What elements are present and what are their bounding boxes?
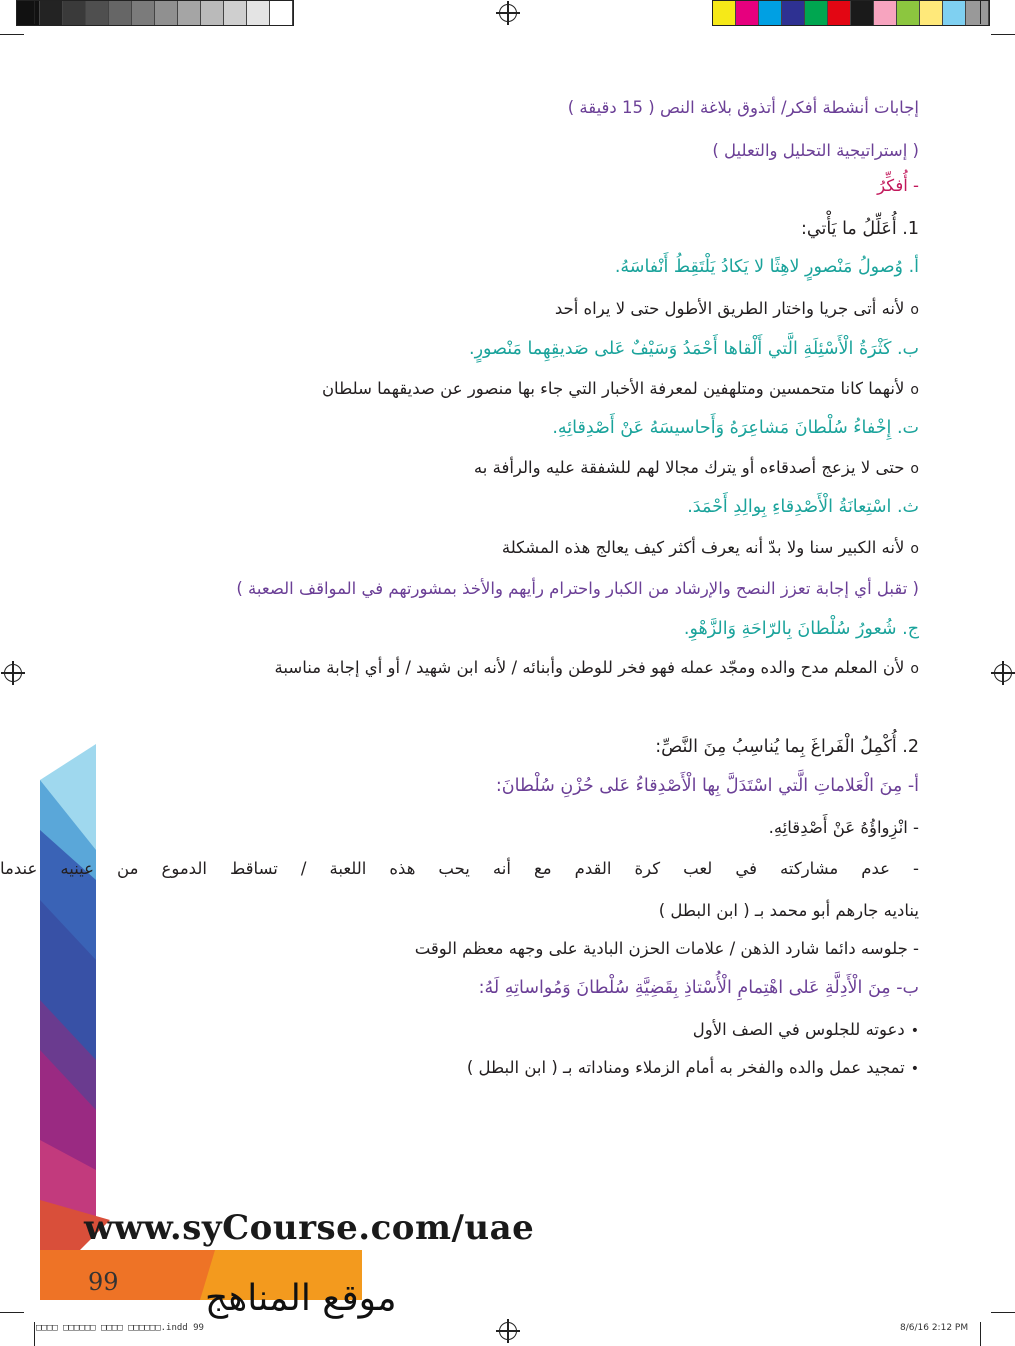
page-number: 99 — [88, 1268, 119, 1296]
crop-mark — [991, 1312, 1015, 1313]
q2-a-item-3: - جلوسه دائما شارد الذهن / علامات الحزن البادية على وجهه معظم الوقت — [414, 939, 919, 958]
q2-a-item-2-line2: يناديه جارهم أبو محمد بـ ( ابن البطل ) — [658, 901, 919, 920]
q2-prompt: 2. أُكْمِلُ الْفَراغَ بِما يُناسِبُ مِنَ النَّصِّ: — [655, 737, 919, 757]
registration-mark-icon — [499, 4, 517, 22]
crop-mark — [980, 1322, 981, 1346]
q1-prompt: 1. أُعَلِّلُ ما يَأْتي: — [800, 219, 919, 239]
site-watermark: موقع المناهج — [205, 1278, 397, 1319]
bullet-dot-icon: • — [910, 1061, 919, 1077]
bullet-o-icon: o — [910, 302, 919, 318]
bullet-o-icon: o — [910, 382, 919, 398]
strategy-label: ( إستراتيجية التحليل والتعليل ) — [712, 141, 919, 160]
q2-b-item-2: •تمجيد عمل والده والفخر به أمام الزملاء ومناداته بـ ( ابن البطل ) — [466, 1058, 919, 1077]
bullet-o-icon: o — [910, 661, 919, 677]
registration-mark-icon — [994, 664, 1012, 682]
q1-answer-a: oلأنه أتى جريا واختار الطريق الأطول حتى لا يراه أحد — [554, 299, 919, 318]
q1-item-t: ت. إِخْفاءُ سُلْطانَ مَشاعِرَهُ وَأَحاسيسَهُ عَنْ أَصْدِقائِهِ. — [552, 418, 919, 438]
q1-item-a: أ. وُصولُ مَنْصورٍ لاهِثًا لا يَكادُ يَلْتَقِطُ أَنْفاسَهُ. — [614, 257, 919, 277]
website-url: www.syCourse.com/uae — [84, 1208, 535, 1248]
q1-answer-th: oلأنه الكبير سنا ولا بدّ أنه يعرف أكثر كيف يعالج هذه المشكلة — [501, 538, 919, 557]
crop-mark — [991, 34, 1015, 35]
q2-a-heading: أ- مِنَ الْعَلاماتِ الَّتي اسْتَدَلَّ بِها الْأَصْدِقاءُ عَلى حُزْنِ سُلْطانَ: — [495, 776, 919, 796]
q1-answer-j: oلأن المعلم مدح والده ومجّد عمله فهو فخر للوطن وأبنائه / لأنه ابن شهيد / أو أي إجابة مناسبة — [274, 658, 919, 677]
q2-b-heading: ب- مِنَ الْأَدِلَّةِ عَلى اهْتِمامِ الْأُسْتاذِ بِقَضِيَّةِ سُلْطانَ وَمُواساتِهِ لَهُ: — [478, 978, 919, 998]
color-bar — [712, 0, 990, 26]
bullet-o-icon: o — [910, 461, 919, 477]
q2-a-item-2-line1: - عدم مشاركته في لعب كرة القدم مع أنه يحب هذه اللعبة / تساقط الدموع من عينيه عندما — [0, 859, 919, 878]
print-date: 8/6/16 2:12 PM — [900, 1323, 969, 1333]
bullet-dot-icon: • — [910, 1023, 919, 1039]
bullet-o-icon: o — [910, 541, 919, 557]
q2-b-item-1: •دعوته للجلوس في الصف الأول — [692, 1020, 919, 1039]
q1-note: ( تقبل أي إجابة تعزز النصح والإرشاد من الكبار واحترام رأيهم والأخذ بمشورتهم في المواقف الصعبة ) — [236, 579, 919, 598]
q2-a-item-1: - انْزِواؤُهُ عَنْ أَصْدِقائِهِ. — [768, 818, 919, 837]
q1-item-b: ب. كَثْرَةُ الْأَسْئِلَةِ الَّتي أَلْقاها أَحْمَدُ وَسَيْفٌ عَلى صَديقِهِما مَنْصورٍ. — [469, 339, 919, 359]
crop-mark — [980, 0, 981, 24]
think-heading: - أُفكِّرُ — [877, 176, 919, 195]
q1-answer-t: oحتى لا يزعج أصدقاءه أو يترك مجالا لهم للشفقة عليه والرأفة به — [473, 458, 919, 477]
q1-answer-b: oلأنهما كانا متحمسين ومتلهفين لمعرفة الأخبار التي جاء بها منصور عن صديقهما سلطان — [321, 379, 919, 398]
print-slug: □□□□ □□□□□□ □□□□ □□□□□□.indd 99 — [36, 1323, 204, 1333]
page-title: إجابات أنشطة أفكر/ أتذوق بلاغة النص ( 15 دقيقة ) — [567, 98, 919, 117]
registration-mark-icon — [499, 1322, 517, 1340]
q1-item-j: ج. شُعورُ سُلْطانَ بِالرّاحَةِ وَالزَّهْوِ. — [683, 619, 919, 639]
q1-item-th: ث. اسْتِعانَةُ الْأَصْدِقاءِ بِوالِدِ أَحْمَدَ. — [687, 497, 919, 517]
